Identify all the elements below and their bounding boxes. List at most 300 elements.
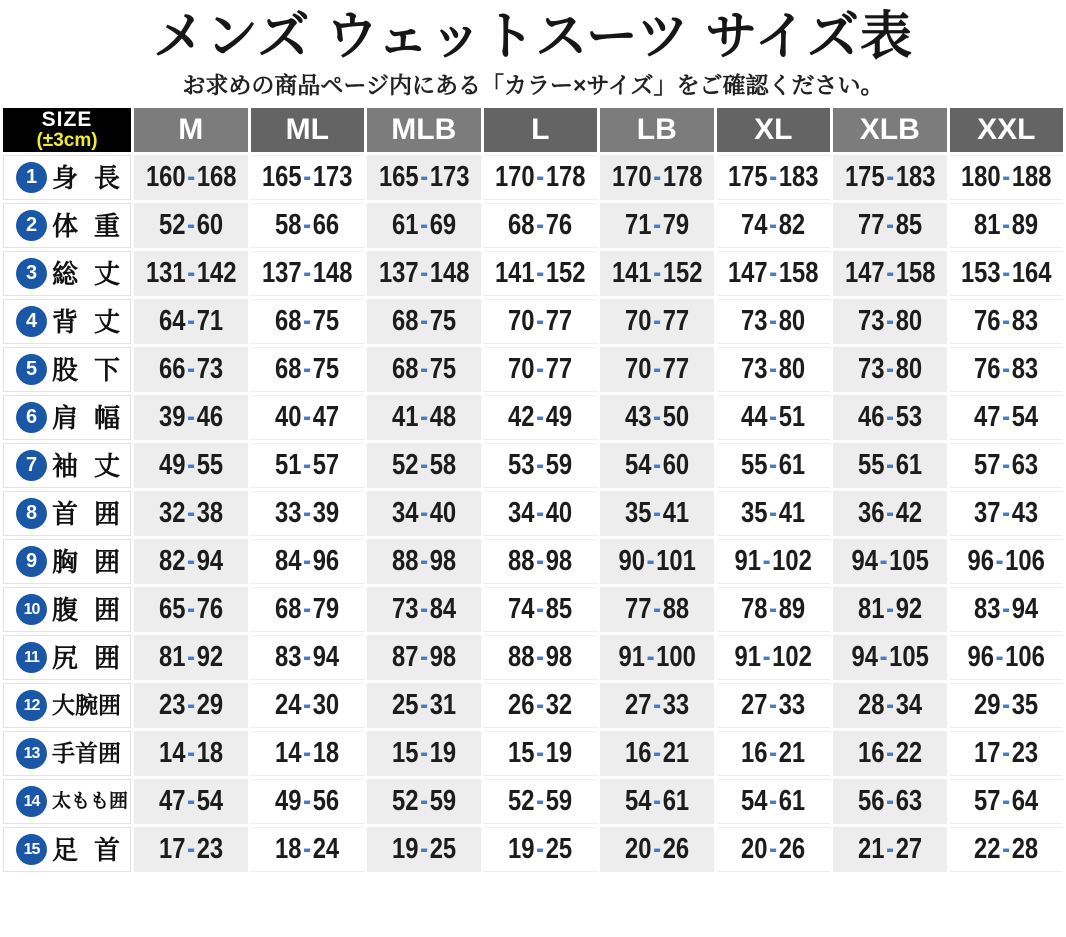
row-number-badge: 12 — [16, 690, 47, 721]
size-range-value: 83-94 — [275, 641, 340, 674]
range-dash: - — [769, 305, 778, 338]
size-range-value: 137-148 — [261, 257, 353, 290]
range-dash: - — [1002, 593, 1011, 626]
size-value-cell — [600, 635, 714, 680]
size-range-value: 57-64 — [974, 785, 1039, 818]
size-range-value: 83-94 — [974, 593, 1039, 626]
row-number-badge: 9 — [16, 546, 47, 577]
range-dash: - — [995, 641, 1004, 674]
size-range-value: 170-178 — [494, 161, 586, 194]
row-label-text: 体重 — [52, 210, 120, 241]
size-value-cell — [251, 731, 365, 776]
size-range-value: 15-19 — [391, 737, 456, 770]
range-dash: - — [769, 401, 778, 434]
range-dash: - — [652, 593, 661, 626]
column-header-lb: LB — [600, 108, 714, 152]
range-dash: - — [995, 545, 1004, 578]
size-value-cell — [833, 395, 947, 440]
range-dash: - — [186, 545, 195, 578]
row-label-cell — [3, 587, 131, 632]
size-value-cell — [134, 299, 248, 344]
size-value-cell — [134, 779, 248, 824]
size-value-cell — [134, 731, 248, 776]
size-value-cell — [717, 395, 831, 440]
size-range-value: 46-53 — [857, 401, 922, 434]
size-range-value: 87-98 — [391, 641, 456, 674]
range-dash: - — [536, 545, 545, 578]
range-dash: - — [303, 497, 312, 530]
column-header-ml: ML — [251, 108, 365, 152]
size-value-cell — [484, 299, 598, 344]
size-value-cell — [134, 827, 248, 872]
size-value-cell — [600, 587, 714, 632]
range-dash: - — [885, 161, 894, 194]
size-range-value: 34-40 — [508, 497, 573, 530]
row-label-inner — [16, 498, 122, 529]
size-value-cell — [251, 203, 365, 248]
range-dash: - — [419, 353, 428, 386]
range-dash: - — [652, 689, 661, 722]
size-value-cell — [134, 443, 248, 488]
size-range-value: 70-77 — [624, 353, 689, 386]
size-value-cell — [600, 203, 714, 248]
size-range-value: 141-152 — [611, 257, 703, 290]
size-range-value: 68-75 — [275, 353, 340, 386]
range-dash: - — [419, 641, 428, 674]
size-value-cell — [717, 299, 831, 344]
row-number-badge: 13 — [16, 738, 47, 769]
size-value-cell — [950, 443, 1064, 488]
range-dash: - — [186, 401, 195, 434]
range-dash: - — [536, 833, 545, 866]
size-value-cell — [717, 587, 831, 632]
range-dash: - — [652, 305, 661, 338]
size-range-value: 29-35 — [974, 689, 1039, 722]
size-value-cell — [600, 443, 714, 488]
range-dash: - — [303, 161, 312, 194]
range-dash: - — [769, 161, 778, 194]
size-label: SIZE — [41, 108, 93, 132]
row-label-text: 袖丈 — [52, 450, 120, 481]
size-range-value: 77-88 — [624, 593, 689, 626]
range-dash: - — [1002, 209, 1011, 242]
size-range-value: 28-34 — [857, 689, 922, 722]
row-number-badge: 7 — [16, 450, 47, 481]
size-range-value: 153-164 — [960, 257, 1052, 290]
range-dash: - — [652, 737, 661, 770]
size-value-cell — [251, 347, 365, 392]
size-range-value: 27-33 — [741, 689, 806, 722]
range-dash: - — [419, 497, 428, 530]
size-value-cell — [717, 635, 831, 680]
row-number-badge: 2 — [16, 210, 47, 241]
table-row — [3, 731, 1063, 776]
size-value-cell — [484, 347, 598, 392]
range-dash: - — [186, 353, 195, 386]
size-value-cell — [367, 251, 481, 296]
size-range-value: 14-18 — [275, 737, 340, 770]
size-range-value: 81-92 — [158, 641, 223, 674]
size-value-cell — [600, 251, 714, 296]
size-range-value: 175-183 — [844, 161, 936, 194]
range-dash: - — [536, 641, 545, 674]
range-dash: - — [652, 833, 661, 866]
range-dash: - — [536, 497, 545, 530]
range-dash: - — [1002, 497, 1011, 530]
size-range-value: 70-77 — [508, 305, 573, 338]
row-number-badge: 6 — [16, 402, 47, 433]
size-value-cell — [950, 587, 1064, 632]
size-range-value: 49-55 — [158, 449, 223, 482]
size-range-value: 14-18 — [158, 737, 223, 770]
row-label-cell — [3, 731, 131, 776]
size-range-value: 82-94 — [158, 545, 223, 578]
range-dash: - — [652, 497, 661, 530]
range-dash: - — [652, 785, 661, 818]
range-dash: - — [303, 449, 312, 482]
row-label-cell — [3, 347, 131, 392]
size-range-value: 39-46 — [158, 401, 223, 434]
size-value-cell — [950, 299, 1064, 344]
size-value-cell — [600, 827, 714, 872]
range-dash: - — [885, 593, 894, 626]
size-value-cell — [833, 587, 947, 632]
size-range-value: 131-142 — [145, 257, 237, 290]
range-dash: - — [536, 593, 545, 626]
size-range-value: 17-23 — [974, 737, 1039, 770]
table-row — [3, 779, 1063, 824]
size-value-cell — [717, 203, 831, 248]
size-value-cell — [134, 491, 248, 536]
table-row — [3, 395, 1063, 440]
size-value-cell — [484, 395, 598, 440]
size-value-cell — [251, 683, 365, 728]
row-label-cell — [3, 635, 131, 680]
size-value-cell — [600, 347, 714, 392]
row-label-text: 尻囲 — [52, 642, 120, 673]
range-dash: - — [536, 737, 545, 770]
range-dash: - — [186, 209, 195, 242]
size-value-cell — [600, 539, 714, 584]
row-label-cell — [3, 683, 131, 728]
range-dash: - — [536, 161, 545, 194]
size-range-value: 36-42 — [857, 497, 922, 530]
size-value-cell — [251, 635, 365, 680]
size-value-cell — [484, 203, 598, 248]
row-number-badge: 15 — [16, 834, 47, 865]
range-dash: - — [1002, 689, 1011, 722]
range-dash: - — [769, 353, 778, 386]
table-row — [3, 587, 1063, 632]
size-range-value: 70-77 — [508, 353, 573, 386]
size-value-cell — [367, 731, 481, 776]
column-header-xxl: XXL — [950, 108, 1064, 152]
row-label-inner — [16, 738, 122, 769]
size-range-value: 91-102 — [734, 641, 812, 674]
row-label-text: 胸囲 — [52, 546, 120, 577]
row-label-text: 太もも囲 — [52, 791, 129, 813]
row-label-inner — [16, 162, 122, 193]
size-range-value: 16-21 — [741, 737, 806, 770]
size-range-value: 68-75 — [391, 353, 456, 386]
range-dash: - — [769, 257, 778, 290]
size-range-value: 54-61 — [624, 785, 689, 818]
row-label-cell — [3, 779, 131, 824]
range-dash: - — [769, 833, 778, 866]
range-dash: - — [652, 209, 661, 242]
range-dash: - — [303, 545, 312, 578]
size-range-value: 56-63 — [857, 785, 922, 818]
size-value-cell — [134, 395, 248, 440]
size-range-value: 19-25 — [508, 833, 573, 866]
size-range-value: 41-48 — [391, 401, 456, 434]
column-header-row — [3, 108, 1063, 152]
range-dash: - — [885, 833, 894, 866]
table-row — [3, 827, 1063, 872]
size-value-cell — [717, 779, 831, 824]
range-dash: - — [536, 689, 545, 722]
size-value-cell — [950, 731, 1064, 776]
size-range-value: 58-66 — [275, 209, 340, 242]
range-dash: - — [769, 497, 778, 530]
row-label-inner — [16, 834, 122, 865]
size-range-value: 73-80 — [741, 353, 806, 386]
range-dash: - — [303, 689, 312, 722]
range-dash: - — [885, 497, 894, 530]
size-chart-page — [0, 4, 1066, 875]
size-value-cell — [367, 779, 481, 824]
size-value-cell — [717, 443, 831, 488]
row-label-inner — [16, 354, 122, 385]
size-value-cell — [134, 539, 248, 584]
size-range-value: 42-49 — [508, 401, 573, 434]
range-dash: - — [186, 785, 195, 818]
range-dash: - — [885, 449, 894, 482]
size-value-cell — [367, 683, 481, 728]
table-row — [3, 155, 1063, 200]
size-range-value: 27-33 — [624, 689, 689, 722]
range-dash: - — [885, 305, 894, 338]
row-label-inner — [16, 402, 122, 433]
size-value-cell — [251, 779, 365, 824]
row-label-text: 総丈 — [52, 258, 120, 289]
size-value-cell — [484, 635, 598, 680]
size-range-value: 51-57 — [275, 449, 340, 482]
size-value-cell — [833, 827, 947, 872]
size-value-cell — [251, 539, 365, 584]
size-value-cell — [367, 443, 481, 488]
range-dash: - — [303, 833, 312, 866]
table-row — [3, 635, 1063, 680]
column-header-xlb: XLB — [833, 108, 947, 152]
range-dash: - — [186, 593, 195, 626]
size-value-cell — [367, 827, 481, 872]
size-range-value: 52-58 — [391, 449, 456, 482]
range-dash: - — [303, 209, 312, 242]
size-range-value: 73-84 — [391, 593, 456, 626]
size-range-value: 43-50 — [624, 401, 689, 434]
range-dash: - — [303, 737, 312, 770]
row-label-text: 肩幅 — [52, 402, 120, 433]
row-label-cell — [3, 299, 131, 344]
size-corner-cell — [3, 108, 131, 152]
table-row — [3, 251, 1063, 296]
row-label-cell — [3, 539, 131, 584]
size-range-value: 73-80 — [857, 353, 922, 386]
row-number-badge: 4 — [16, 306, 47, 337]
size-range-value: 21-27 — [857, 833, 922, 866]
size-value-cell — [717, 491, 831, 536]
row-label-text: 手首囲 — [52, 740, 121, 767]
row-label-cell — [3, 491, 131, 536]
row-number-badge: 1 — [16, 162, 47, 193]
range-dash: - — [303, 593, 312, 626]
size-range-value: 15-19 — [508, 737, 573, 770]
range-dash: - — [885, 689, 894, 722]
size-value-cell — [367, 347, 481, 392]
size-value-cell — [367, 395, 481, 440]
size-range-value: 64-71 — [158, 305, 223, 338]
range-dash: - — [1002, 449, 1011, 482]
size-value-cell — [833, 251, 947, 296]
size-range-value: 55-61 — [857, 449, 922, 482]
range-dash: - — [1002, 305, 1011, 338]
row-label-inner — [16, 690, 122, 721]
range-dash: - — [769, 593, 778, 626]
table-row — [3, 299, 1063, 344]
row-number-badge: 3 — [16, 258, 47, 289]
size-value-cell — [484, 779, 598, 824]
range-dash: - — [646, 641, 655, 674]
size-value-cell — [367, 203, 481, 248]
size-range-value: 54-61 — [741, 785, 806, 818]
size-value-cell — [484, 251, 598, 296]
size-value-cell — [950, 827, 1064, 872]
range-dash: - — [303, 353, 312, 386]
size-range-value: 96-106 — [967, 641, 1045, 674]
size-range-value: 16-22 — [857, 737, 922, 770]
size-range-value: 88-98 — [391, 545, 456, 578]
size-value-cell — [484, 587, 598, 632]
size-value-cell — [251, 587, 365, 632]
size-value-cell — [950, 683, 1064, 728]
size-value-cell — [367, 587, 481, 632]
range-dash: - — [885, 257, 894, 290]
range-dash: - — [186, 737, 195, 770]
size-range-value: 81-92 — [857, 593, 922, 626]
row-label-inner — [16, 546, 122, 577]
row-label-inner — [16, 594, 122, 625]
range-dash: - — [419, 257, 428, 290]
size-range-value: 137-148 — [378, 257, 470, 290]
row-label-text: 身長 — [52, 162, 120, 193]
range-dash: - — [186, 641, 195, 674]
range-dash: - — [1002, 785, 1011, 818]
size-value-cell — [600, 779, 714, 824]
size-range-value: 68-79 — [275, 593, 340, 626]
row-number-badge: 8 — [16, 498, 47, 529]
range-dash: - — [419, 401, 428, 434]
size-value-cell — [251, 395, 365, 440]
size-range-value: 78-89 — [741, 593, 806, 626]
size-range-value: 84-96 — [275, 545, 340, 578]
range-dash: - — [186, 689, 195, 722]
size-range-value: 68-75 — [391, 305, 456, 338]
size-value-cell — [484, 539, 598, 584]
range-dash: - — [186, 161, 195, 194]
range-dash: - — [419, 593, 428, 626]
size-value-cell — [950, 155, 1064, 200]
size-value-cell — [833, 731, 947, 776]
row-label-inner — [16, 786, 129, 817]
size-range-value: 52-59 — [391, 785, 456, 818]
range-dash: - — [419, 689, 428, 722]
size-range-value: 81-89 — [974, 209, 1039, 242]
size-range-value: 19-25 — [391, 833, 456, 866]
row-label-text: 足首 — [52, 834, 120, 865]
size-value-cell — [134, 251, 248, 296]
row-label-inner — [16, 642, 122, 673]
size-range-value: 68-76 — [508, 209, 573, 242]
range-dash: - — [652, 449, 661, 482]
row-label-inner — [16, 450, 122, 481]
size-value-cell — [484, 827, 598, 872]
column-header-m: M — [134, 108, 248, 152]
range-dash: - — [769, 785, 778, 818]
size-range-value: 147-158 — [844, 257, 936, 290]
row-label-text: 首囲 — [52, 498, 120, 529]
size-value-cell — [367, 635, 481, 680]
size-range-value: 22-28 — [974, 833, 1039, 866]
size-range-value: 76-83 — [974, 305, 1039, 338]
range-dash: - — [303, 305, 312, 338]
size-value-cell — [251, 443, 365, 488]
size-range-value: 55-61 — [741, 449, 806, 482]
size-value-cell — [600, 395, 714, 440]
row-label-cell — [3, 443, 131, 488]
size-range-value: 49-56 — [275, 785, 340, 818]
size-range-value: 32-38 — [158, 497, 223, 530]
size-value-cell — [950, 539, 1064, 584]
range-dash: - — [536, 785, 545, 818]
size-range-value: 54-60 — [624, 449, 689, 482]
size-range-value: 88-98 — [508, 545, 573, 578]
range-dash: - — [186, 833, 195, 866]
size-range-value: 91-102 — [734, 545, 812, 578]
size-range-value: 180-188 — [960, 161, 1052, 194]
range-dash: - — [303, 785, 312, 818]
row-number-badge: 14 — [16, 786, 47, 817]
range-dash: - — [1002, 401, 1011, 434]
size-value-cell — [251, 155, 365, 200]
range-dash: - — [536, 353, 545, 386]
range-dash: - — [1002, 353, 1011, 386]
size-range-value: 20-26 — [624, 833, 689, 866]
range-dash: - — [186, 305, 195, 338]
size-value-cell — [833, 347, 947, 392]
table-row — [3, 683, 1063, 728]
size-range-value: 165-173 — [261, 161, 353, 194]
row-label-cell — [3, 395, 131, 440]
size-value-cell — [950, 347, 1064, 392]
size-value-cell — [484, 491, 598, 536]
size-value-cell — [833, 539, 947, 584]
size-range-value: 147-158 — [727, 257, 819, 290]
size-value-cell — [833, 779, 947, 824]
size-value-cell — [717, 827, 831, 872]
size-value-cell — [600, 155, 714, 200]
size-value-cell — [367, 155, 481, 200]
